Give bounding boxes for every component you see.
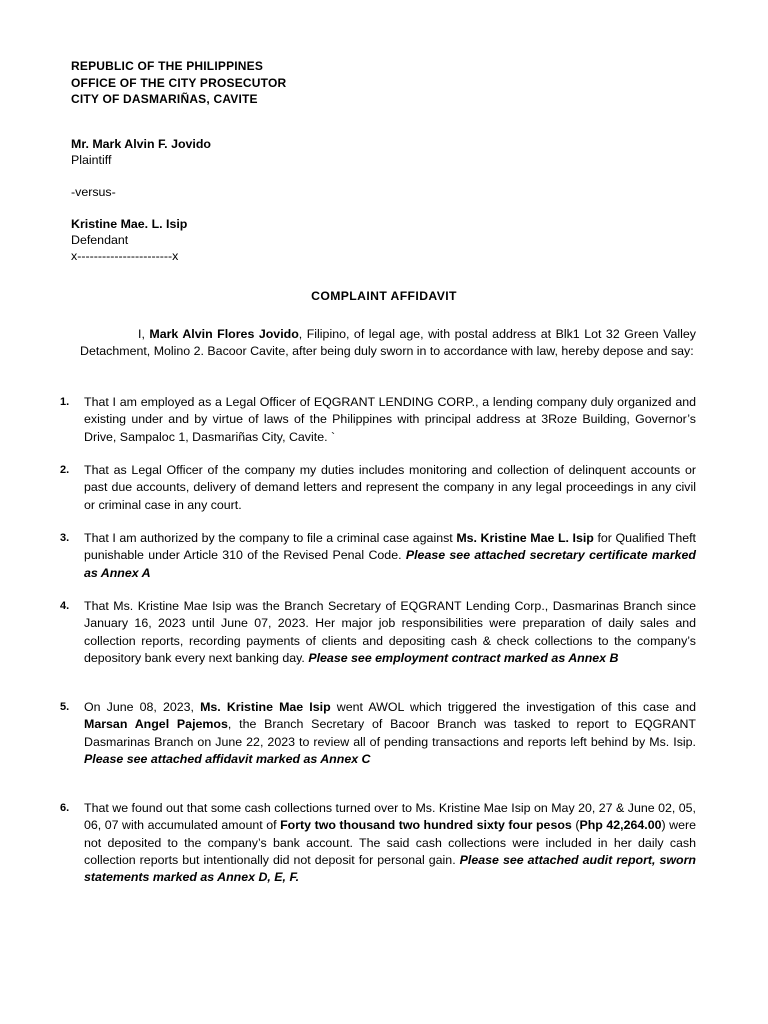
defendant-name: Kristine Mae. L. Isip [71, 217, 188, 231]
paragraph-text: On June 08, 2023, [84, 700, 201, 714]
numbered-paragraph-5 [60, 699, 696, 768]
defendant-role: Defendant [71, 233, 129, 247]
numbered-paragraph-4 [60, 598, 696, 667]
paragraph-text: for Qualified Theft punishable under Article 310 of the Revised Penal Code. [84, 531, 697, 563]
paragraph-text: That as Legal Officer of the company my duties includes monitoring and collection of delinquent accounts or past due accounts, delivery of demand letters and represent the company in any legal proceedings in any civil or criminal case in any court. [84, 463, 696, 512]
defendant-name-inline: Ms. Kristine Mae Isip [200, 700, 331, 714]
amount-in-figures: Php 42,264.00 [579, 818, 662, 833]
witness-name: Marsan Angel Pajemos [84, 717, 228, 732]
annex-reference: Please see attached secretary certificate marked as Annex A [84, 548, 696, 580]
intro-text-pre: I, [138, 327, 150, 341]
paragraph-text: That I am authorized by the company to file a criminal case against [84, 531, 457, 545]
header-office: OFFICE OF THE CITY PROSECUTOR [71, 75, 287, 90]
document-header [71, 58, 286, 108]
paragraph-number: 5. [60, 701, 70, 713]
paragraph-number: 3. [60, 532, 70, 544]
paragraph-text: That we found out that some cash collections turned over to Ms. Kristine Mae Isip on May 20, 27 & June 02, 05, 06, 07 with accumulated amount of [84, 801, 696, 833]
paragraph-text: That I am employed as a Legal Officer of EQGRANT LENDING CORP., a lending company duly organized and existing under and by virtue of laws of the Philippines with principal address at 3Roze Building, Governor’s Drive, Sampaloc 1, Dasmariñas City, Cavite. ` [84, 395, 696, 444]
paragraph-number: 4. [60, 600, 70, 612]
annex-reference: Please see attached audit report, sworn statements marked as Annex D, E, F. [84, 852, 696, 885]
affiant-name: Mark Alvin Flores Jovido [149, 327, 299, 341]
annex-reference: Please see attached affidavit marked as Annex C [84, 751, 371, 766]
document-title: COMPLAINT AFFIDAVIT [311, 289, 457, 303]
annex-reference: Please see employment contract marked as Annex B [308, 650, 619, 665]
intro-text-post: , Filipino, of legal age, with postal address at Blk1 Lot 32 Green Valley Detachment, Molino 2. Bacoor Cavite, after being duly sworn in to accordance with law, hereby depose and say: [80, 327, 696, 359]
paragraph-text: ) were not deposited to the company’s bank account. The said cash collections were included in her daily cash collection reports but intentionally did not deposit for personal gain. [84, 818, 697, 867]
numbered-paragraph-6 [60, 800, 696, 886]
paragraph-text: , the Branch Secretary of Bacoor Branch was tasked to report to EQGRANT Dasmarinas Branch on June 22, 2023 to review all of pending transactions and reports left behind by Ms. Isip. [84, 717, 696, 749]
paragraph-text: ( [571, 818, 580, 833]
plaintiff-name: Mr. Mark Alvin F. Jovido [71, 137, 211, 151]
header-republic: REPUBLIC OF THE PHILIPPINES [71, 59, 264, 73]
header-city: CITY OF DASMARIÑAS, CAVITE [71, 92, 258, 106]
numbered-paragraph-3 [60, 530, 696, 582]
paragraph-number: 1. [60, 396, 70, 408]
paragraph-text: went AWOL which triggered the investigation of this case and [330, 700, 696, 714]
caption-separator: x-----------------------x [71, 249, 179, 263]
paragraph-text: That Ms. Kristine Mae Isip was the Branch Secretary of EQGRANT Lending Corp., Dasmarinas Branch since January 16, 2023 until June 07, 2023. Her major job responsibilities were preparation of daily sales and collection reports, recording payments of clients and depositing cash & check collections to the company’s depository bank every next banking day. [84, 599, 696, 665]
amount-in-words: Forty two thousand two hundred sixty four pesos [280, 818, 572, 833]
intro-paragraph [80, 326, 696, 361]
case-parties [71, 136, 211, 264]
defendant-name-inline: Ms. Kristine Mae L. Isip [456, 531, 594, 545]
paragraph-number: 6. [60, 802, 70, 814]
numbered-paragraph-1 [60, 394, 696, 446]
plaintiff-role: Plaintiff [71, 153, 112, 167]
paragraph-number: 2. [60, 464, 70, 476]
numbered-paragraph-2 [60, 462, 696, 514]
versus-label: -versus- [71, 185, 116, 199]
